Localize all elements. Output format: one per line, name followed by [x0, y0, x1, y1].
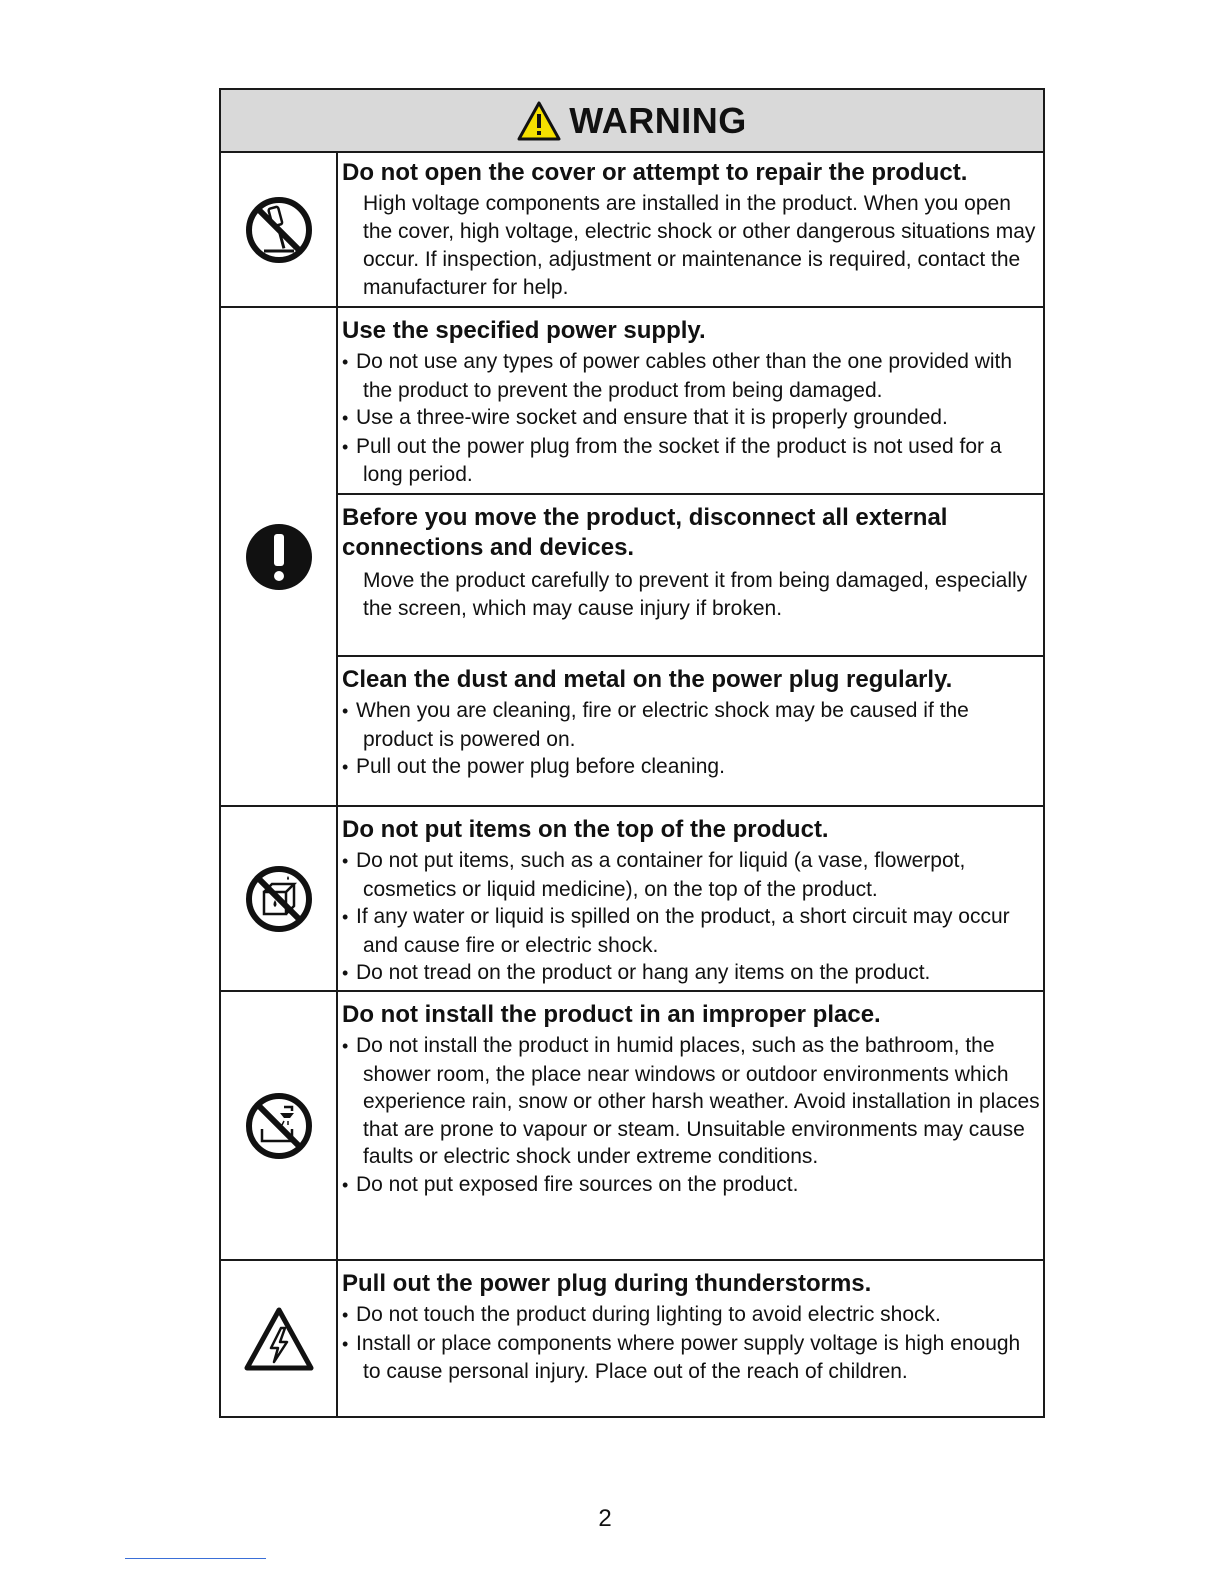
exclamation-mandatory-icon — [244, 522, 314, 592]
warning-section — [338, 992, 1043, 1259]
section-heading: Do not install the product in an improper place. — [342, 1001, 881, 1028]
warning-section — [338, 655, 1043, 807]
section-heading: Do not open the cover or attempt to repair the product. — [342, 159, 968, 186]
bullet-item: • Do not put items, such as a container for liquid (a vase, flowerpot, cosmetics or liquid medicine), on the top of the product. — [342, 847, 1041, 903]
warning-table — [219, 88, 1045, 1418]
bullet-item: • Install or place components where power supply voltage is high enough to cause personal injury. Place out of the reach of children. — [342, 1330, 1041, 1386]
warning-title: WARNING — [569, 99, 747, 141]
icon-cell — [221, 992, 338, 1259]
warning-section — [338, 308, 1043, 493]
section-paragraph: High voltage components are installed in the product. When you open the cover, high voltage, electric shock or other dangerous situations may occur. If inspection, adjustment or maintenance is required, contact the manufacturer for help. — [363, 192, 1036, 299]
icon-cell — [221, 153, 338, 306]
footer-link-underline[interactable] — [125, 1558, 266, 1559]
warning-group — [221, 1261, 1043, 1416]
warning-section — [338, 1261, 1043, 1414]
warning-section — [338, 493, 1043, 655]
bullet-item: • When you are cleaning, fire or electric shock may be caused if the product is powered on. — [342, 697, 1041, 753]
bullet-item: • Do not use any types of power cables other than the one provided with the product to prevent the product from being damaged. — [342, 348, 1041, 404]
page-number: 2 — [598, 1505, 612, 1532]
bullet-item: • Pull out the power plug before cleaning. — [342, 753, 1041, 782]
section-paragraph: Move the product carefully to prevent it from being damaged, especially the screen, which may cause injury if broken. — [363, 569, 1028, 620]
section-heading: Clean the dust and metal on the power plug regularly. — [342, 666, 953, 693]
no-liquid-container-icon — [244, 864, 314, 934]
warning-group — [221, 807, 1043, 992]
bullet-item: • If any water or liquid is spilled on the product, a short circuit may occur and cause fire or electric shock. — [342, 903, 1041, 959]
icon-cell — [221, 807, 338, 990]
bullet-item: • Pull out the power plug from the socket if the product is not used for a long period. — [342, 433, 1041, 489]
bullet-item: • Do not install the product in humid places, such as the bathroom, the shower room, the place near windows or outdoor environments which experience rain, snow or other harsh weather. Avoid installation in places that are prone to vapour or steam. Unsuitable environments may cause faults or electric shock under extreme conditions. — [342, 1032, 1041, 1171]
electric-shock-warning-icon — [243, 1306, 315, 1372]
bullet-item: • Do not touch the product during lighting to avoid electric shock. — [342, 1301, 1041, 1330]
warning-group — [221, 153, 1043, 308]
no-disassembly-icon — [244, 195, 314, 265]
bullet-item: • Use a three-wire socket and ensure that it is properly grounded. — [342, 404, 1041, 433]
icon-cell — [221, 308, 338, 805]
icon-cell — [221, 1261, 338, 1416]
warning-header — [221, 90, 1043, 153]
no-humid-place-icon — [244, 1091, 314, 1161]
section-heading: Do not put items on the top of the product. — [342, 816, 829, 843]
section-heading: Use the specified power supply. — [342, 317, 706, 344]
warning-group — [221, 992, 1043, 1261]
warning-section — [338, 807, 1043, 990]
warning-section — [338, 153, 1043, 306]
section-heading: Before you move the product, disconnect all external connections and devices. — [342, 504, 948, 561]
bullet-item: • Do not tread on the product or hang any items on the product. — [342, 959, 1041, 988]
section-heading: Pull out the power plug during thunderstorms. — [342, 1270, 872, 1297]
bullet-item: • Do not put exposed fire sources on the product. — [342, 1171, 1041, 1200]
warning-triangle-icon — [517, 101, 561, 141]
warning-group — [221, 308, 1043, 807]
